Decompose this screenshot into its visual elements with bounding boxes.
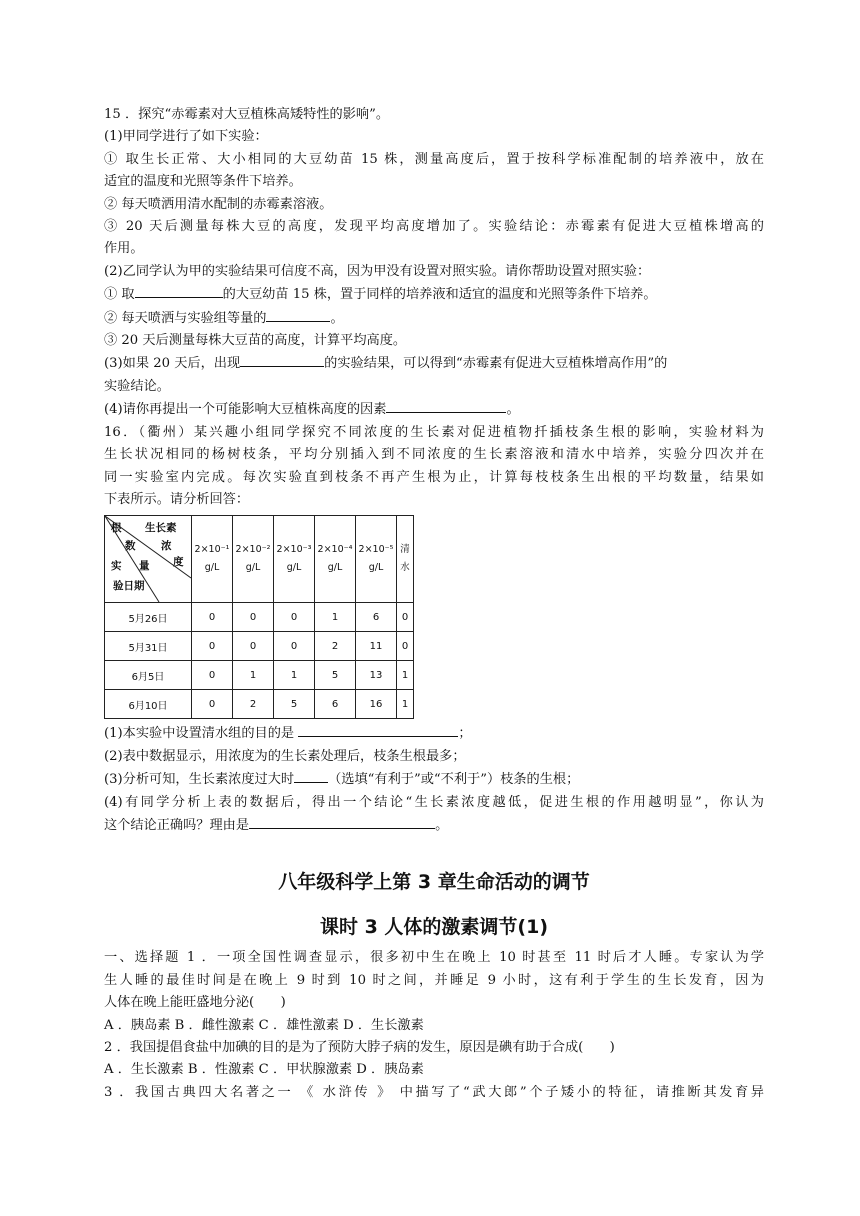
corner-label: 量	[139, 560, 150, 573]
value-cell: 11	[356, 632, 397, 661]
question-text: 16．（衢州）某兴趣小组同学探究不同浓度的生长素对促进植物扦插枝条生根的影响，实验材料为	[104, 424, 764, 440]
question-text: 下表所示。请分析回答：	[104, 491, 250, 507]
value-cell: 0	[192, 632, 233, 661]
question-text: 生人睡的最佳时间是在晚上 9 时到 10 时之间，并睡足 9 小时，这有利于学生的生长发育，因为	[104, 972, 764, 988]
value-cell: 1	[274, 661, 315, 690]
step-text: ① 取 的大豆幼苗 15 株，置于同样的培养液和适宜的温度和光照等条件下培养。	[104, 283, 764, 306]
part-1-intro: (1)甲同学进行了如下实验：	[104, 129, 268, 145]
question-15	[104, 104, 764, 422]
multiple-choice-section	[104, 947, 764, 1104]
sub-question: (1)本实验中设置清水组的目的是 ；	[104, 722, 764, 745]
question-text: 生长状况相同的杨树枝条，平均分别插入到不同浓度的生长素溶液和清水中培养，实验分四次并在	[104, 447, 764, 463]
answer-blank[interactable]	[240, 352, 324, 367]
value-cell: 0	[274, 603, 315, 632]
lesson-heading: 课时 3 人体的激素调节(1)	[319, 916, 549, 939]
sub-question: (4)有同学分析上表的数据后，得出一个结论“生长素浓度越低，促进生根的作用越明显”，你认为	[104, 794, 764, 810]
value-cell: 0	[192, 603, 233, 632]
step-text: 作用。	[104, 241, 144, 257]
corner-label: 生长素	[145, 522, 177, 535]
column-header: 2×10⁻¹ g/L	[192, 516, 233, 603]
value-cell: 13	[356, 661, 397, 690]
value-cell: 0	[233, 603, 274, 632]
corner-label: 实	[111, 560, 122, 573]
corner-label: 根	[111, 522, 122, 535]
step-text: ③ 20 天后测量每株大豆的高度，发现平均高度增加了。实验结论：赤霉素有促进大豆植株增高的	[104, 219, 764, 235]
table-row	[105, 661, 414, 690]
table-row	[105, 603, 414, 632]
question-text: 同一实验室内完成。每次实验直到枝条不再产生根为止，计算每枝枝条生出根的平均数量，结果如	[104, 469, 764, 485]
date-cell: 5月26日	[105, 603, 192, 632]
table-header-row	[105, 516, 414, 603]
step-text: 适宜的温度和光照等条件下培养。	[104, 174, 302, 190]
value-cell: 0	[397, 632, 414, 661]
value-cell: 1	[397, 690, 414, 719]
value-cell: 1	[315, 603, 356, 632]
value-cell: 0	[192, 661, 233, 690]
column-header: 2×10⁻³ g/L	[274, 516, 315, 603]
answer-blank[interactable]	[298, 722, 458, 737]
document-page	[104, 104, 764, 1104]
corner-label: 度	[173, 556, 184, 569]
value-cell: 0	[192, 690, 233, 719]
column-header: 清水	[397, 516, 414, 603]
value-cell: 6	[356, 603, 397, 632]
corner-label: 验日期	[113, 580, 145, 593]
answer-blank[interactable]	[386, 398, 506, 413]
question-16	[104, 422, 764, 838]
value-cell: 5	[274, 690, 315, 719]
sub-question: (2)表中数据显示，用浓度为的生长素处理后，枝条生根最多；	[104, 748, 466, 764]
column-header: 2×10⁻² g/L	[233, 516, 274, 603]
part-4-text: (4)请你再提出一个可能影响大豆植株高度的因素 。	[104, 398, 764, 421]
step-text: ② 每天喷洒用清水配制的赤霉素溶液。	[104, 196, 333, 212]
value-cell: 2	[233, 690, 274, 719]
column-header: 2×10⁻⁵ g/L	[356, 516, 397, 603]
part-2-intro: (2)乙同学认为甲的实验结果可信度不高，因为甲没有设置对照实验。请你帮助设置对照实验：	[104, 263, 651, 279]
column-header: 2×10⁻⁴ g/L	[315, 516, 356, 603]
date-cell: 6月5日	[105, 661, 192, 690]
date-cell: 6月10日	[105, 690, 192, 719]
answer-blank[interactable]	[249, 814, 435, 829]
table-row	[105, 690, 414, 719]
question-text: 人体在晚上能旺盛地分泌( )	[104, 995, 286, 1011]
value-cell: 0	[397, 603, 414, 632]
question-text: 2 ．我国提倡食盐中加碘的目的是为了预防大脖子病的发生，原因是碘有助于合成( )	[104, 1039, 615, 1055]
question-text: 一、选择题 1 ．一项全国性调查显示，很多初中生在晚上 10 时甚至 11 时后才人睡。专家认为学	[104, 950, 764, 966]
sub-question: (3)分析可知，生长素浓度过大时 （选填“有利于”或“不利于”）枝条的生根；	[104, 768, 764, 791]
answer-blank[interactable]	[135, 283, 223, 298]
chapter-heading: 八年级科学上第 3 章生命活动的调节	[278, 871, 590, 894]
answer-blank[interactable]	[294, 768, 328, 783]
question-text: 3 ．我国古典四大名著之一 《 水浒传 》 中描写了“武大郎”个子矮小的特征，请推断其发育异	[104, 1084, 764, 1100]
corner-label: 浓	[161, 540, 172, 553]
step-text: ③ 20 天后测量每株大豆苗的高度，计算平均高度。	[104, 333, 407, 349]
part-3-text: (3)如果 20 天后，出现 的实验结果，可以得到“赤霉素有促进大豆植株增高作用”的	[104, 352, 764, 375]
sub-question: 这个结论正确吗？理由是 。	[104, 814, 764, 837]
step-text: ② 每天喷洒与实验组等量的 。	[104, 307, 764, 330]
corner-label: 数	[125, 540, 136, 553]
value-cell: 0	[233, 632, 274, 661]
answer-options: A ．胰岛素 B ．雌性激素 C ．雄性激素 D ．生长激素	[104, 1017, 424, 1033]
answer-blank[interactable]	[266, 307, 330, 322]
value-cell: 6	[315, 690, 356, 719]
date-cell: 5月31日	[105, 632, 192, 661]
step-text: ① 取生长正常、大小相同的大豆幼苗 15 株，测量高度后，置于按科学标准配制的培养液中，放在	[104, 151, 764, 167]
corner-header-cell	[105, 516, 192, 603]
value-cell: 1	[397, 661, 414, 690]
answer-options: A ．生长激素 B ．性激素 C ．甲状腺激素 D ．胰岛素	[104, 1062, 424, 1078]
value-cell: 0	[274, 632, 315, 661]
value-cell: 1	[233, 661, 274, 690]
results-table	[104, 515, 414, 719]
value-cell: 5	[315, 661, 356, 690]
question-title: 15 ．探究“赤霉素对大豆植株高矮特性的影响”。	[104, 107, 390, 122]
table-row	[105, 632, 414, 661]
value-cell: 2	[315, 632, 356, 661]
part-3-text: 实验结论。	[104, 378, 170, 394]
value-cell: 16	[356, 690, 397, 719]
